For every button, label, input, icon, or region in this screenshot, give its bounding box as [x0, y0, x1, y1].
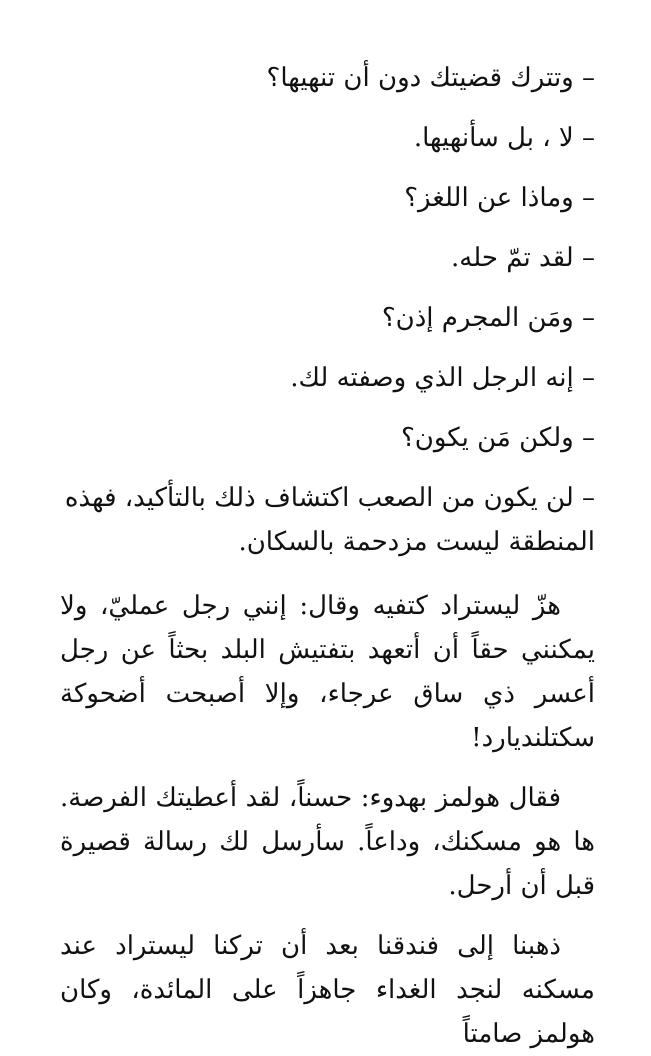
body-paragraph: فقال هولمز بهدوء: حسناً، لقد أعطيتك الفرصة. ها هو مسكنك، وداعاً. سأرسل لك رسالة قصيرة قبل أن أرحل. [60, 783, 595, 901]
dialogue-line: – لن يكون من الصعب اكتشاف ذلك بالتأكيد، فهذه المنطقة ليست مزدحمة بالسكان. [64, 483, 595, 557]
dialogue-line: – وماذا عن اللغز؟ [404, 183, 595, 213]
dialogue-line: – لا ، بل سأنهيها. [413, 123, 595, 153]
dialogue-line: – ولكن مَن يكون؟ [400, 423, 595, 453]
body-paragraph: هزّ ليستراد كتفيه وقال: إنني رجل عمليّ، ولا يمكنني حقاً أن أتعهد بتفتيش البلد بحثاً عن رجل أعسر ذي ساق عرجاء، وإلا أصبحت أضحوكة سكتلنديارد! [60, 591, 595, 753]
document-page [60, 48, 595, 1056]
body-paragraph: ذهبنا إلى فندقنا بعد أن تركنا ليستراد عند مسكنه لنجد الغداء جاهزاً على المائدة، وكان هولمز صامتاً [60, 931, 595, 1049]
dialogue-line: – وتترك قضيتك دون أن تنهيها؟ [266, 63, 595, 93]
dialogue-line: – لقد تمّ حله. [451, 243, 595, 273]
dialogue-line: – ومَن المجرم إذن؟ [381, 303, 595, 333]
dialogue-line: – إنه الرجل الذي وصفته لك. [290, 363, 595, 393]
